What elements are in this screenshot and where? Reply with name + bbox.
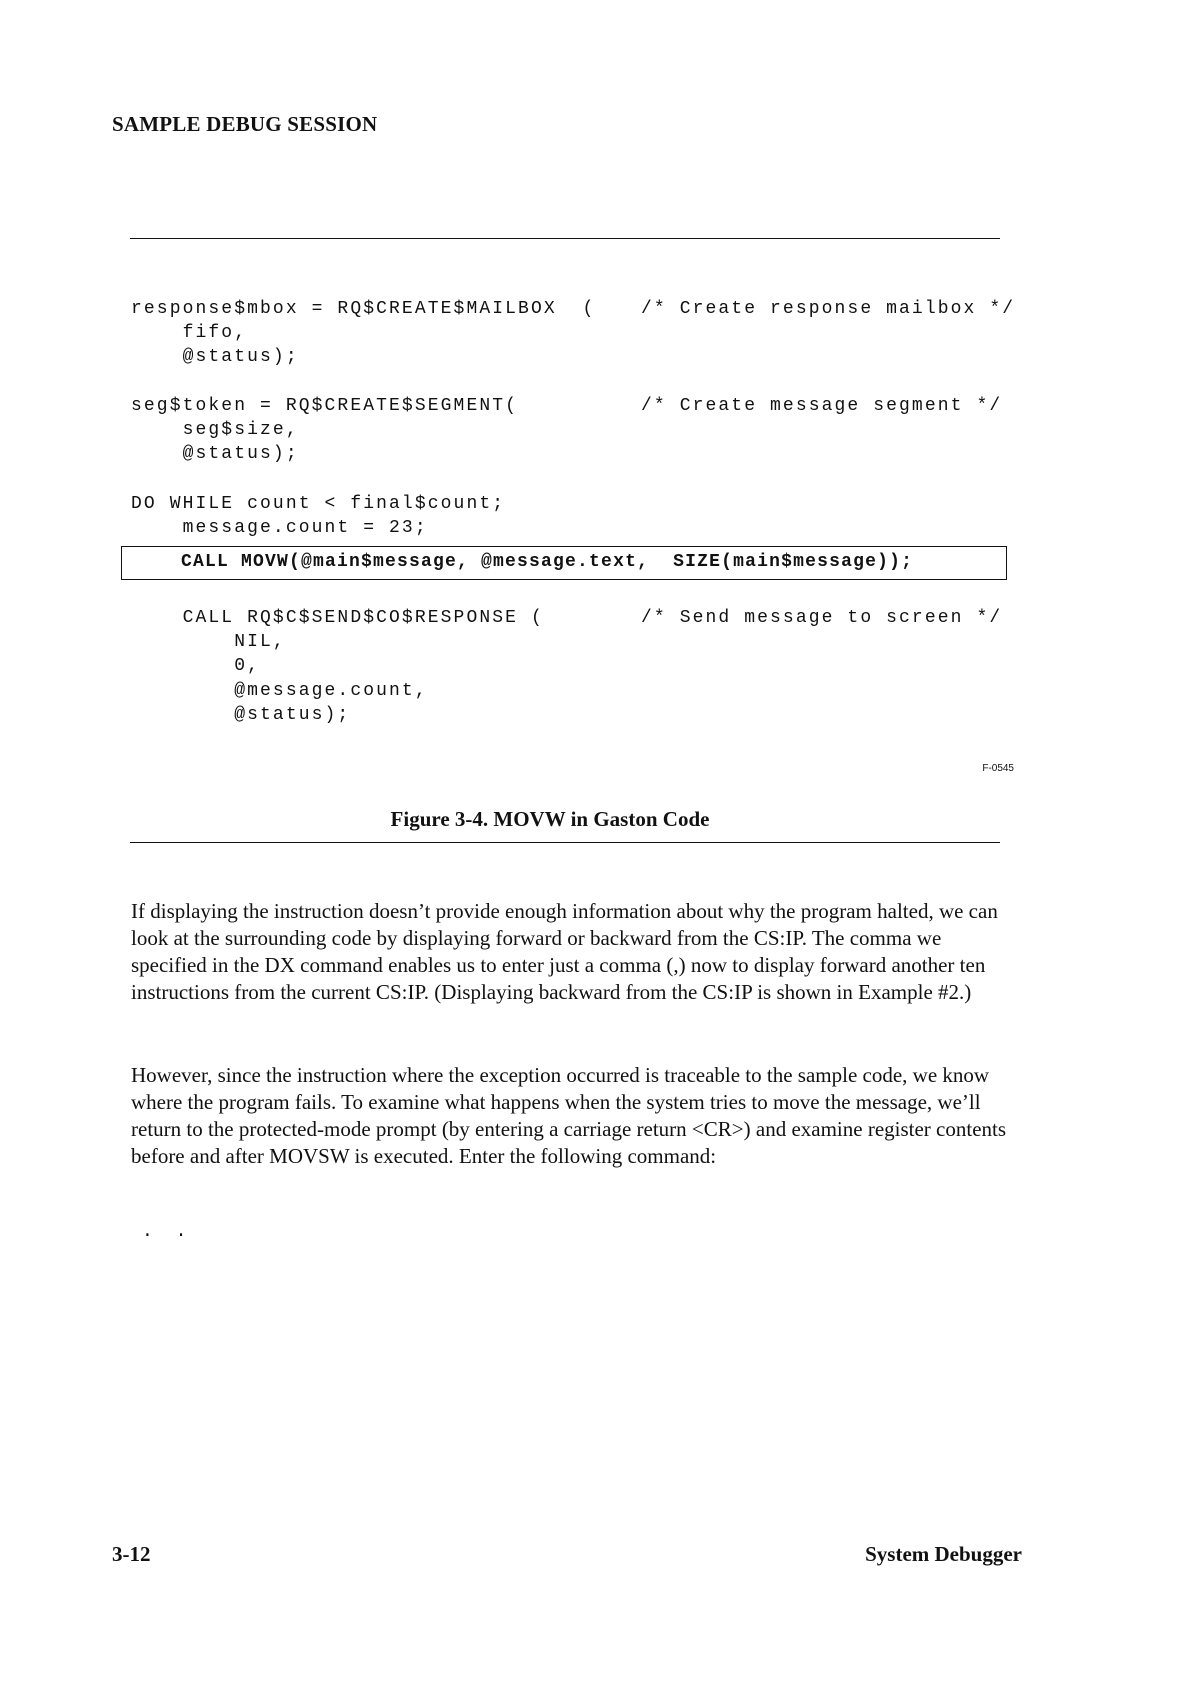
page-header: SAMPLE DEBUG SESSION	[112, 112, 378, 136]
code-line: @status);	[131, 347, 299, 367]
code-line: message.count = 23;	[131, 518, 428, 538]
book-title: System Debugger	[865, 1542, 1022, 1566]
code-line: @message.count,	[131, 681, 428, 701]
paragraph-text: If displaying the instruction doesn’t provide enough information about why the program halted, we can look at the surrounding code by displaying forward or backward from the CS:IP. The comma we specified in the DX command enables us to enter just a comma (,) now to display forward another ten instructions from the current CS:IP. (Displaying backward from the CS:IP is shown in Example #2.)	[131, 899, 998, 1004]
code-line: @status);	[131, 444, 299, 464]
code-line: seg$token = RQ$CREATE$SEGMENT(	[131, 396, 519, 416]
code-line: DO WHILE count < final$count;	[131, 494, 506, 514]
figure-caption: Figure 3-4. MOVW in Gaston Code	[390, 807, 710, 831]
body-paragraph	[131, 1062, 1011, 1170]
figure-code-id: F-0545	[982, 763, 1014, 774]
highlighted-code-line: CALL MOVW(@main$message, @message.text, SIZE(main$message));	[181, 552, 914, 572]
figure-bottom-rule	[130, 842, 1000, 843]
code-comment: /* Send message to screen */	[641, 608, 1003, 628]
code-line	[131, 297, 595, 321]
code-line: CALL RQ$C$SEND$CO$RESPONSE (	[131, 608, 544, 628]
code-text: response$mbox = RQ$CREATE$MAILBOX (	[131, 299, 596, 319]
code-line: seg$size,	[131, 420, 299, 440]
code-line: @status);	[131, 705, 351, 725]
paragraph-text: However, since the instruction where the exception occurred is traceable to the sample code, we know where the program fails. To examine what happens when the system tries to move the message, we’ll return to the protected-mode prompt (by entering a carriage return <CR>) and examine register contents before and after MOVSW is executed. Enter the following command:	[131, 1063, 1007, 1168]
code-comment: /* Create message segment */	[641, 396, 1003, 416]
command-line: . .	[142, 1222, 193, 1242]
code-line: NIL,	[131, 632, 286, 652]
page-number: 3-12	[112, 1542, 151, 1566]
code-line: 0,	[131, 656, 261, 676]
code-line: fifo,	[131, 323, 248, 343]
body-paragraph	[131, 898, 1011, 1006]
figure-top-rule	[130, 238, 1000, 239]
code-comment: /* Create response mailbox */	[641, 299, 1016, 319]
